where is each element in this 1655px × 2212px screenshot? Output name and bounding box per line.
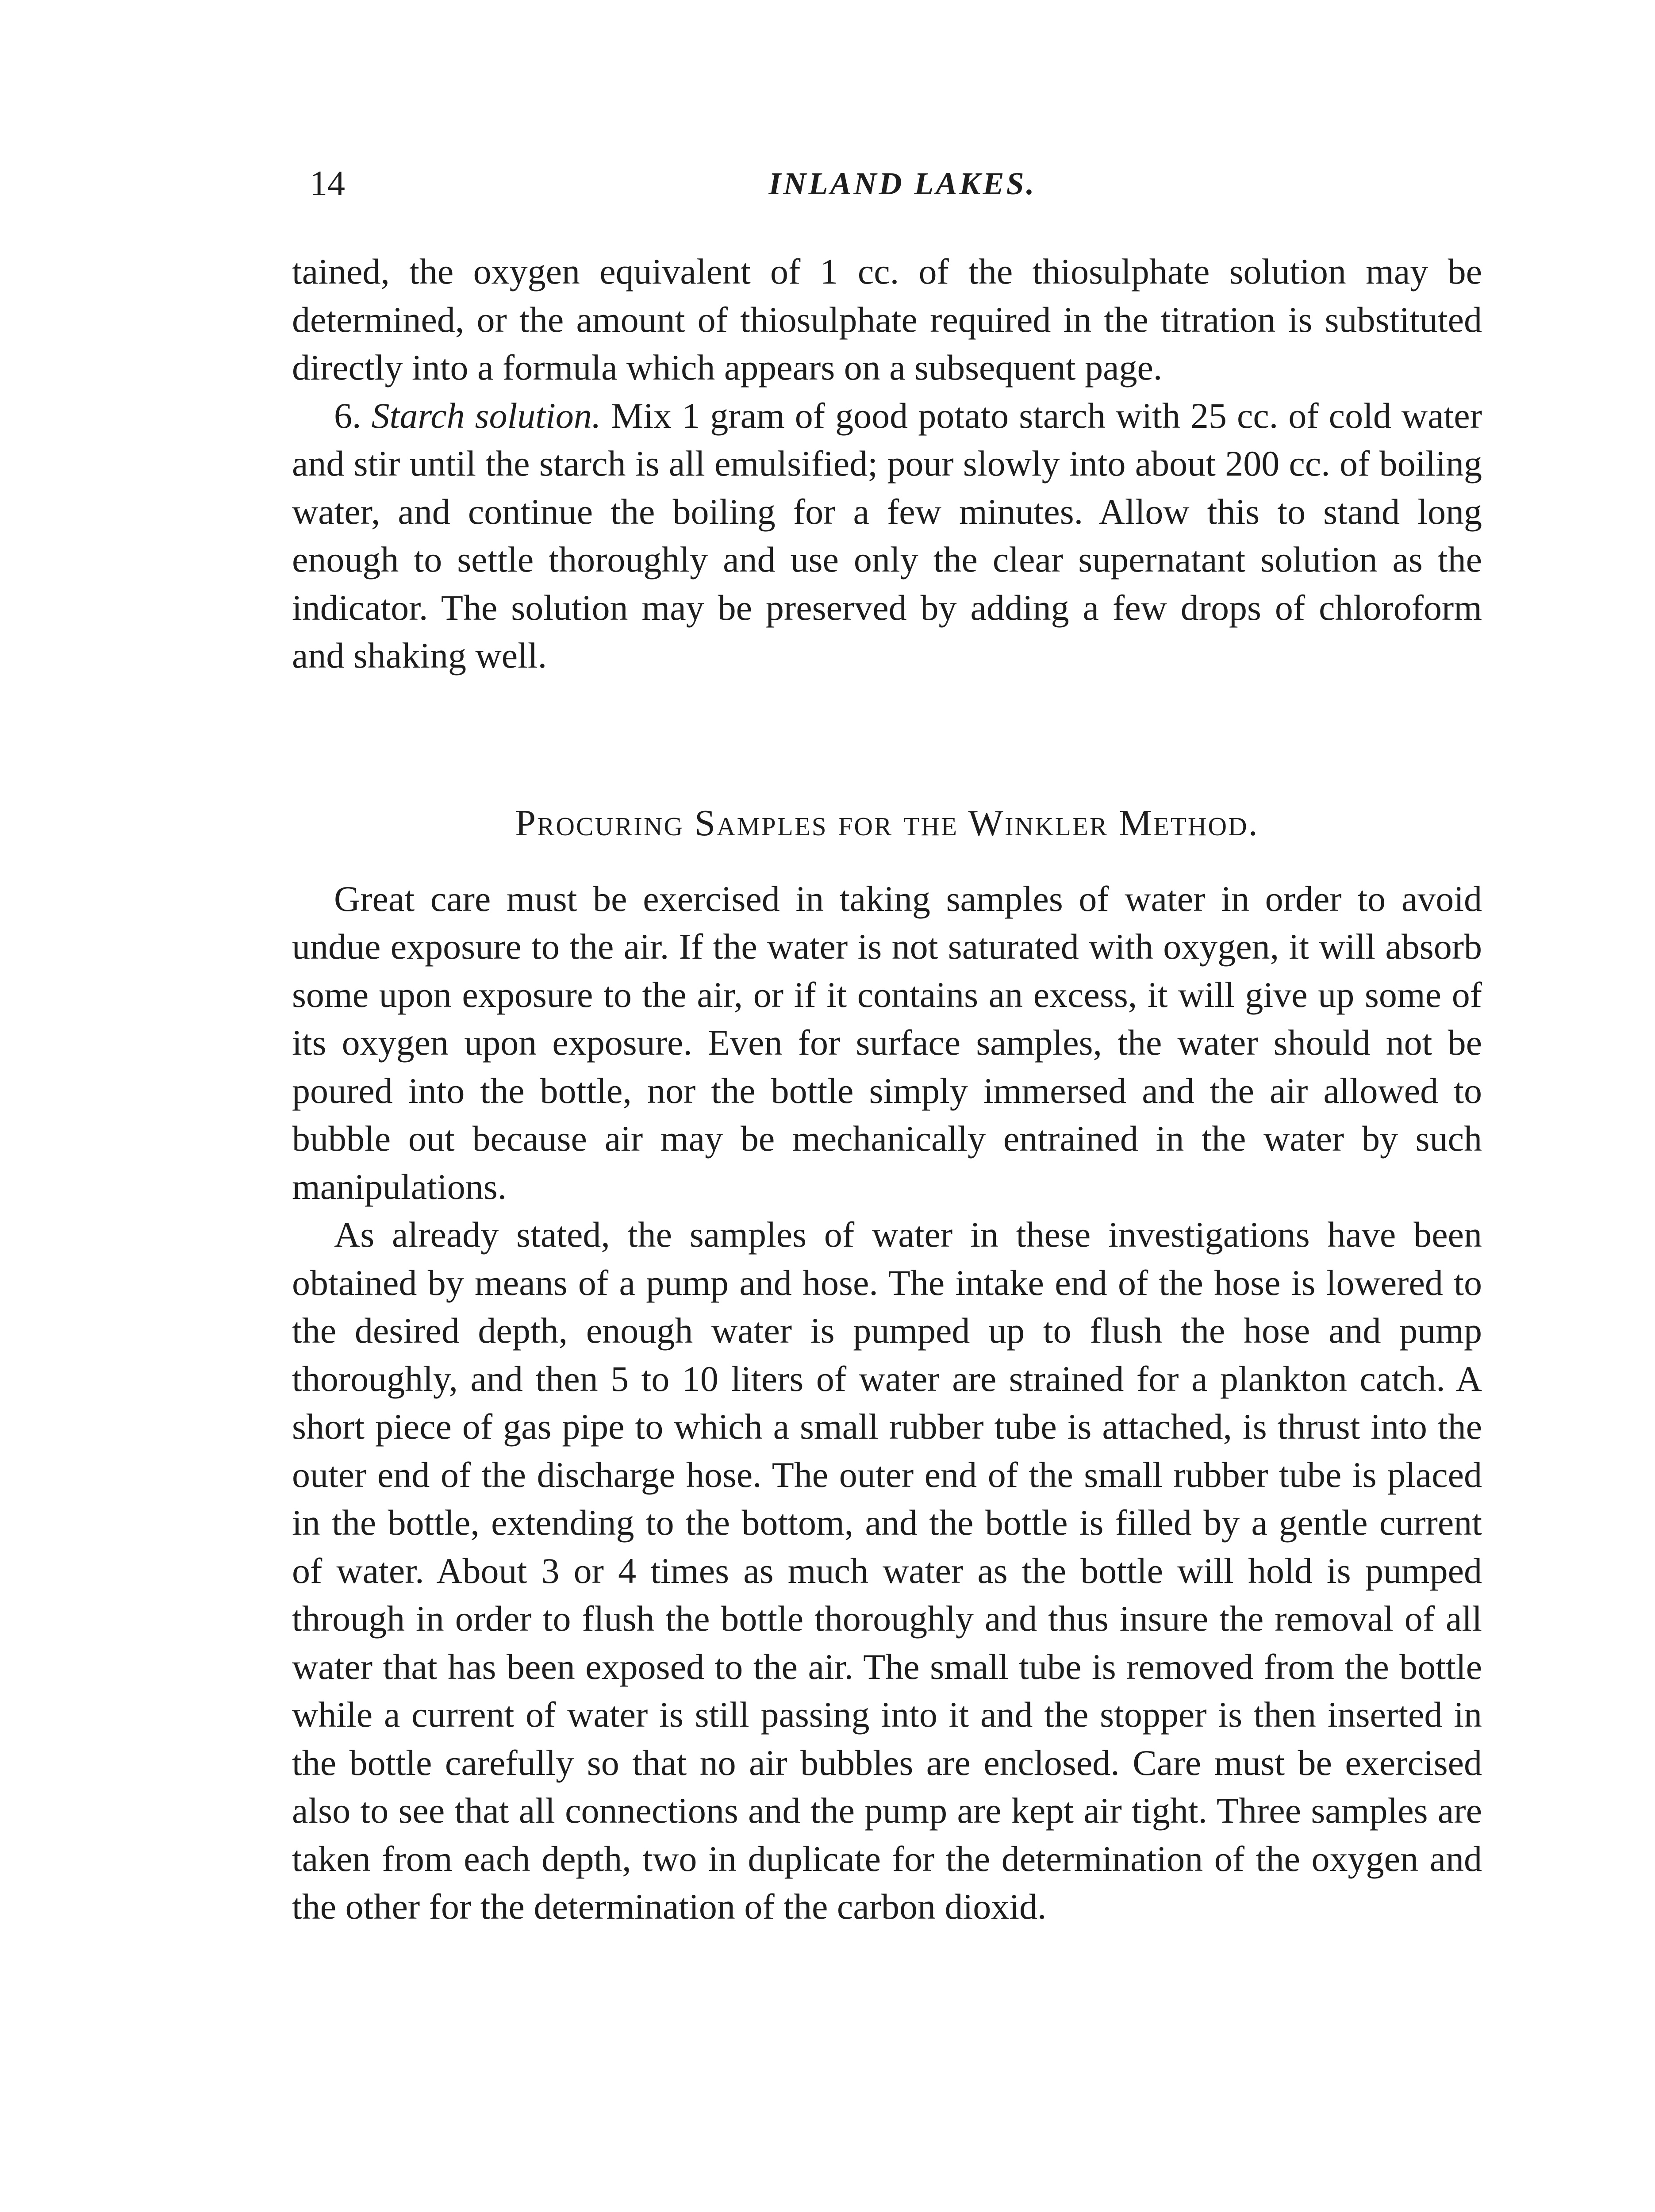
item-term: Starch solution. [371, 395, 601, 436]
paragraph-starch-solution [292, 392, 1482, 680]
body-text [292, 248, 1482, 1931]
item-number: 6. [334, 395, 372, 436]
paragraph-continuation: tained, the oxygen equivalent of 1 cc. of the thiosulphate solution may be determined, or the amount of thiosulphate required in the titration is substituted directly into a formula which appears on a subsequent page. [292, 251, 1482, 388]
page-header [310, 161, 1495, 210]
page-number: 14 [310, 164, 345, 203]
paragraph-sampling-procedure: As already stated, the samples of water in these investigations have been obtained by means of a pump and hose. The intake end of the hose is lowered to the desired depth, enough water is pumped up to flush the hose and pump thoroughly, and then 5 to 10 liters of water are strained for a plankton catch. A short piece of gas pipe to which a small rubber tube is attached, is thrust into the outer end of the discharge hose. The outer end of the small rubber tube is placed in the bottle, extending to the bottom, and the bottle is filled by a gentle current of water. About 3 or 4 times as much water as the bottle will hold is pumped through in order to flush the bottle thoroughly and thus insure the removal of all water that has been exposed to the air. The small tube is removed from the bottle while a current of water is still passing into it and the stopper is then inserted in the bottle carefully so that no air bubbles are enclosed. Care must be exercised also to see that all connections and the pump are kept air tight. Three samples are taken from each depth, two in duplicate for the determination of the oxygen and the other for the determination of the carbon dioxid. [292, 1214, 1482, 1927]
section-heading-text: Procuring Samples for the Winkler Method. [515, 802, 1259, 844]
item-body: Mix 1 gram of good potato starch with 25 cc. of cold water and stir until the starch is all emulsified; pour slowly into about 200 cc. of boiling water, and continue the boiling for a few minutes. Allow this to stand long enough to settle thoroughly and use only the clear supernatant solution as the indicator. The solution may be preserved by adding a few drops of chloroform and shaking well. [292, 395, 1482, 676]
running-title: INLAND LAKES. [768, 166, 1037, 201]
section-heading [292, 799, 1482, 849]
paragraph-sampling-care: Great care must be exercised in taking samples of water in order to avoid undue exposure to the air. If the water is not saturated with oxygen, it will absorb some upon exposure to the air, or if it contains an excess, it will give up some of its oxygen upon exposure. Even for surface samples, the water should not be poured into the bottle, nor the bottle simply immersed and the air allowed to bubble out because air may be mechanically entrained in the water by such manipulations. [292, 878, 1482, 1207]
